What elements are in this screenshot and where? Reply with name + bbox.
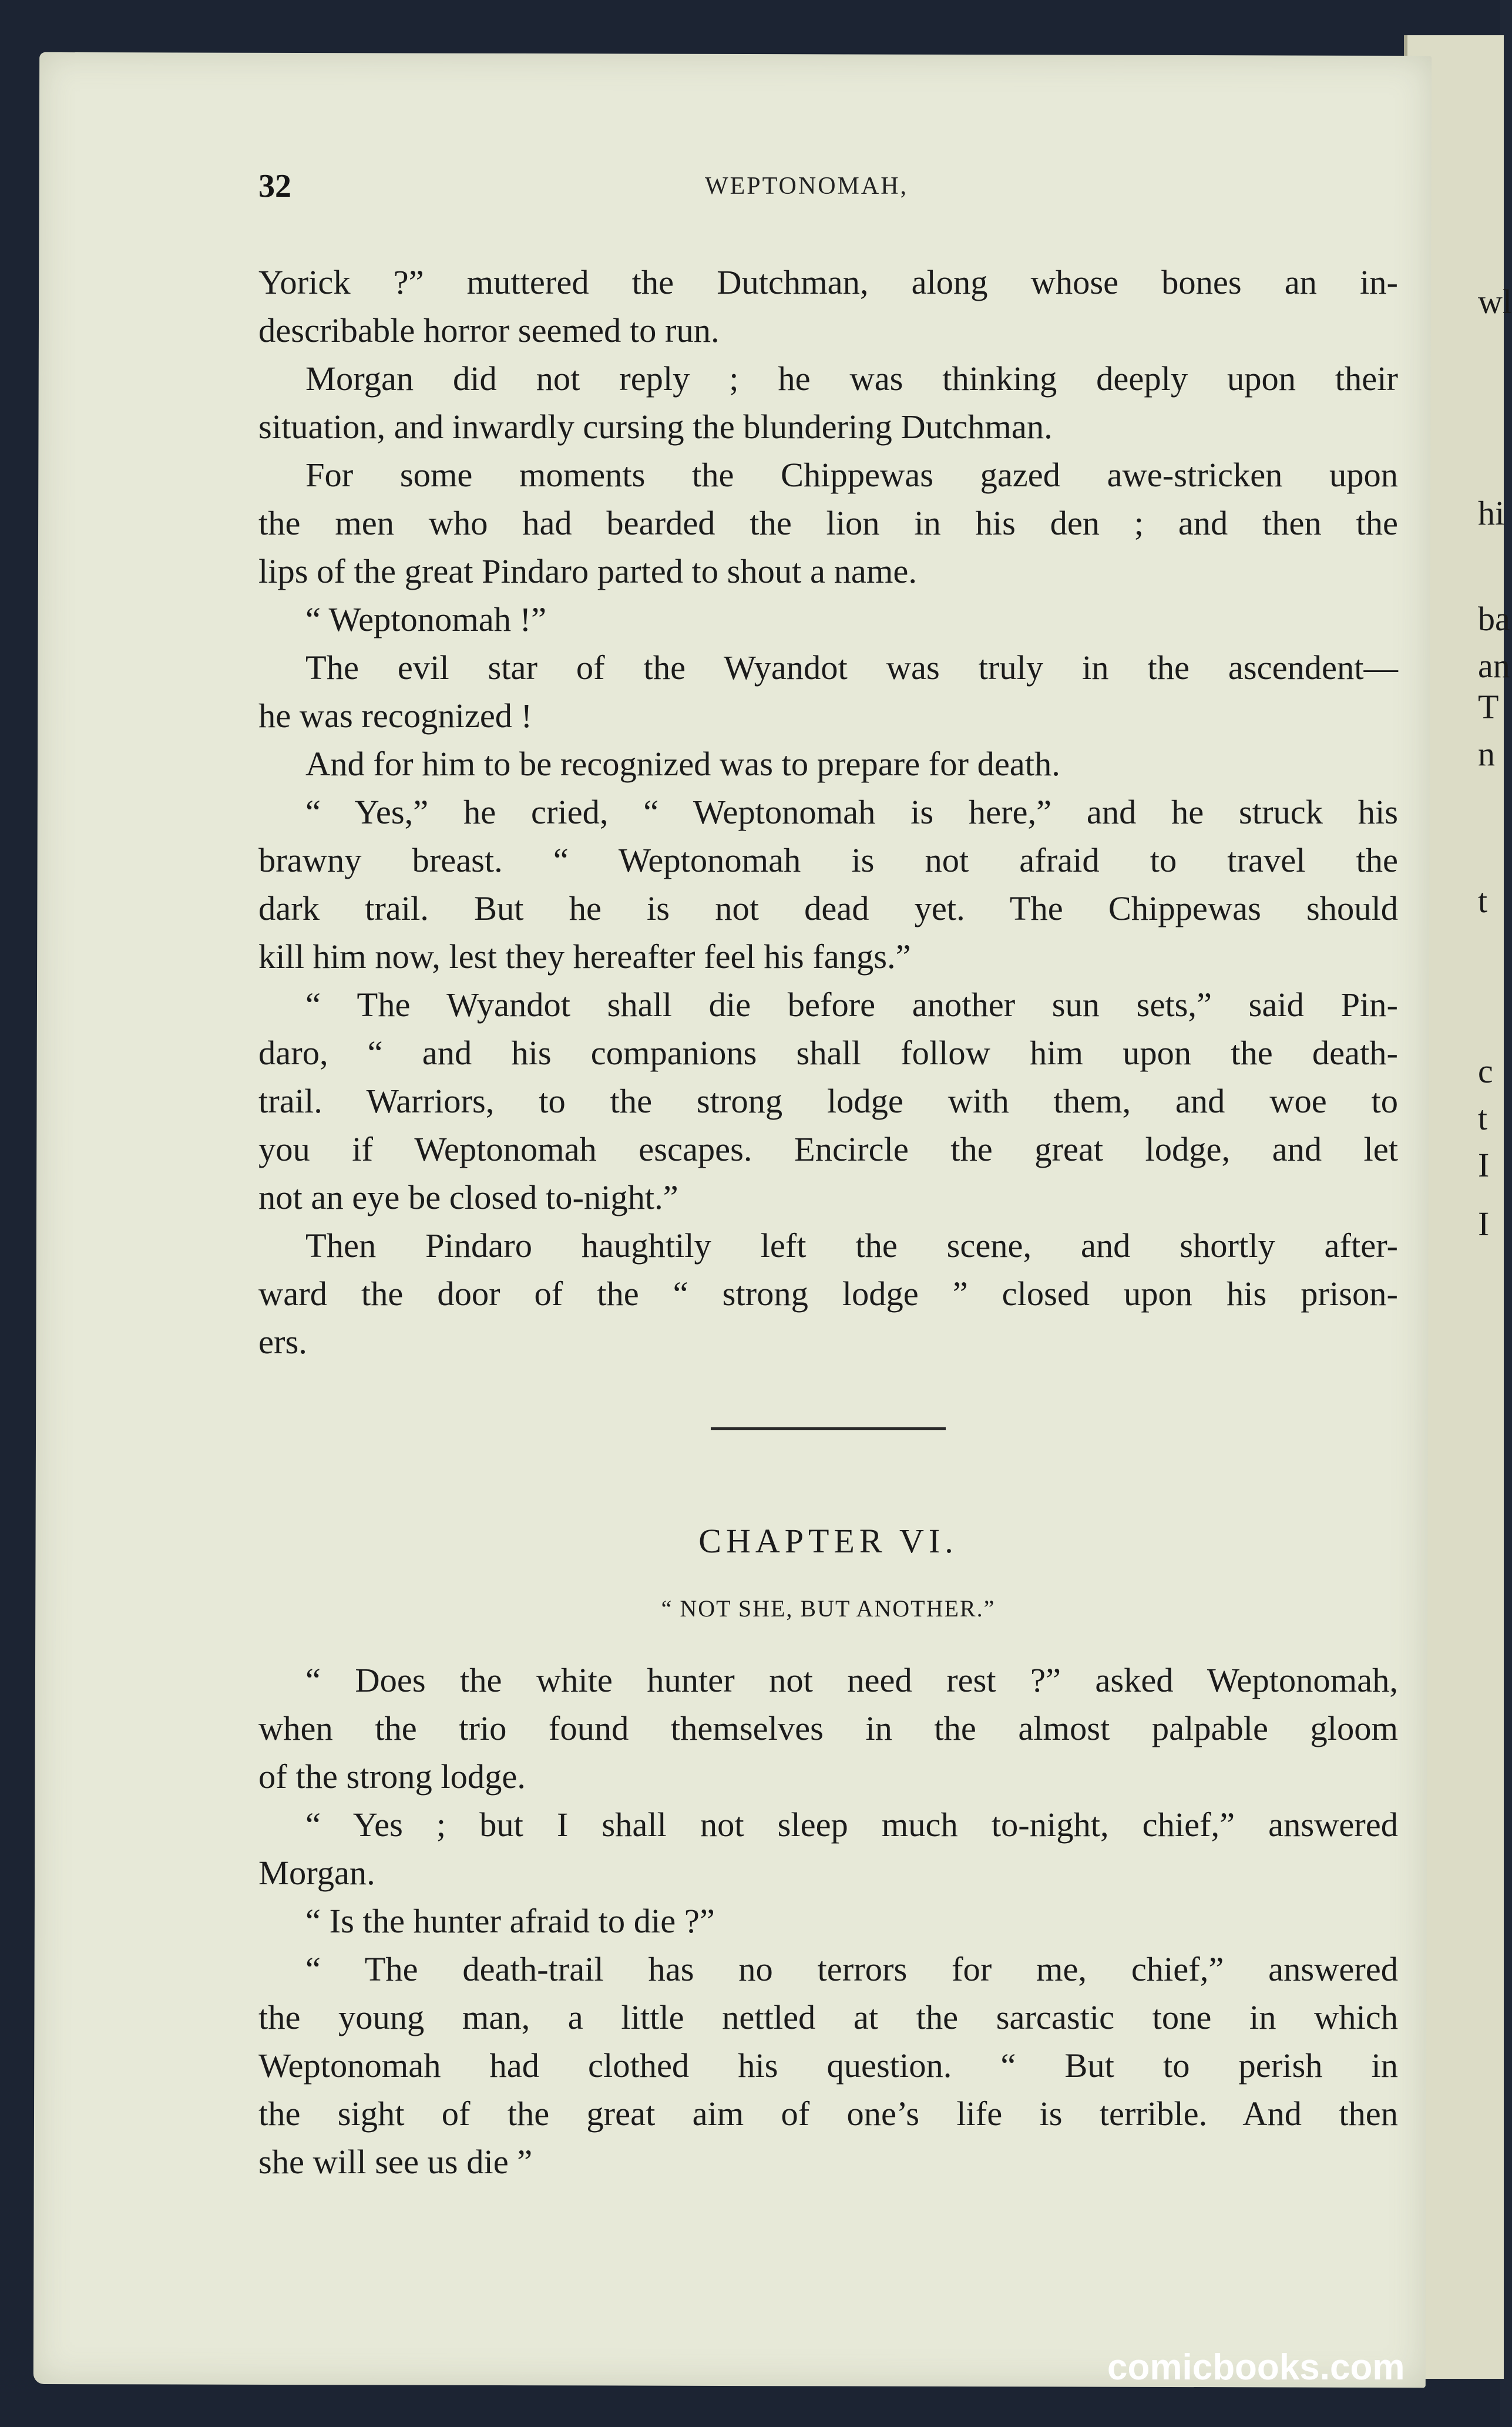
adjacent-page-fragment: ba (1478, 600, 1510, 638)
text-line: trail. Warriors, to the strong lodge with them, and woe to (258, 1082, 1398, 1120)
text-line: when the trio found themselves in the almost palpable gloom (258, 1709, 1398, 1747)
running-head (258, 167, 1398, 209)
text-line: Yorick ?” muttered the Dutchman, along whose bones an in- (258, 263, 1398, 301)
text-line: dark trail. But he is not dead yet. The Chippewas should (258, 889, 1398, 927)
adjacent-page-fragment: hi (1478, 494, 1505, 532)
text-line: “ Yes,” he cried, “ Weptonomah is here,” and he struck his (305, 793, 1398, 831)
adjacent-page-fragment: wl (1478, 283, 1512, 321)
text-line: ward the door of the “ strong lodge ” closed upon his prison- (258, 1275, 1398, 1313)
adjacent-page-fragment: I (1478, 1205, 1490, 1243)
text-line: the sight of the great aim of one’s life is terrible. And then (258, 2095, 1398, 2133)
watermark: comicbooks.com (1107, 2347, 1405, 2388)
page-number: 32 (258, 168, 291, 204)
text-line: daro, “ and his companions shall follow him upon the death- (258, 1034, 1398, 1072)
text-line: For some moments the Chippewas gazed awe-stricken upon (305, 456, 1398, 494)
text-line: “ The death-trail has no terrors for me, chief,” answered (305, 1950, 1398, 1988)
text-line: ers. (258, 1323, 307, 1361)
text-line: she will see us die ” (258, 2143, 533, 2181)
section-rule (711, 1427, 946, 1430)
text-line: Morgan. (258, 1854, 375, 1892)
text-line: “ Is the hunter afraid to die ?” (305, 1902, 715, 1940)
text-line: Morgan did not reply ; he was thinking deeply upon their (305, 359, 1398, 398)
adjacent-page-fragment: c (1478, 1052, 1493, 1090)
text-line: lips of the great Pindaro parted to shout a name. (258, 552, 917, 590)
text-line: describable horror seemed to run. (258, 311, 720, 349)
adjacent-page-fragment: n (1478, 735, 1495, 773)
text-line: you if Weptonomah escapes. Encircle the great lodge, and let (258, 1130, 1398, 1168)
text-line: kill him now, lest they hereafter feel his fangs.” (258, 937, 911, 976)
text-line: “ Yes ; but I shall not sleep much to-night, chief,” answered (305, 1806, 1398, 1844)
text-line: situation, and inwardly cursing the blundering Dutchman. (258, 408, 1053, 446)
text-line: the men who had bearded the lion in his den ; and then the (258, 504, 1398, 542)
text-line: not an eye be closed to-night.” (258, 1178, 678, 1216)
text-line: brawny breast. “ Weptonomah is not afraid to travel the (258, 841, 1398, 879)
adjacent-page-fragment: I (1478, 1146, 1490, 1184)
adjacent-page-fragment: t (1478, 1099, 1488, 1137)
text-line: Weptonomah had clothed his question. “ But to perish in (258, 2046, 1398, 2085)
body-text-top (258, 258, 1398, 1366)
text-line: “ Weptonomah !” (305, 600, 547, 638)
adjacent-page-fragment: an (1478, 647, 1510, 685)
text-line: The evil star of the Wyandot was truly in the ascendent— (305, 648, 1398, 687)
chapter-subtitle: “ NOT SHE, BUT ANOTHER.” (661, 1595, 996, 1622)
text-line: of the strong lodge. (258, 1757, 526, 1796)
text-line: Then Pindaro haughtily left the scene, and shortly after- (305, 1226, 1398, 1265)
adjacent-page-fragment: t (1478, 882, 1488, 920)
text-line: “ Does the white hunter not need rest ?” asked Weptonomah, (305, 1661, 1398, 1699)
body-text-bottom (258, 1656, 1398, 2186)
running-title: WEPTONOMAH, (705, 173, 909, 200)
chapter-heading: CHAPTER VI. (698, 1522, 958, 1560)
text-line: he was recognized ! (258, 697, 533, 735)
text-line: the young man, a little nettled at the sarcastic tone in which (258, 1998, 1398, 2036)
text-line: And for him to be recognized was to prepare for death. (305, 745, 1060, 783)
text-line: “ The Wyandot shall die before another sun sets,” said Pin- (305, 986, 1398, 1024)
adjacent-page-fragment: T (1478, 688, 1499, 726)
